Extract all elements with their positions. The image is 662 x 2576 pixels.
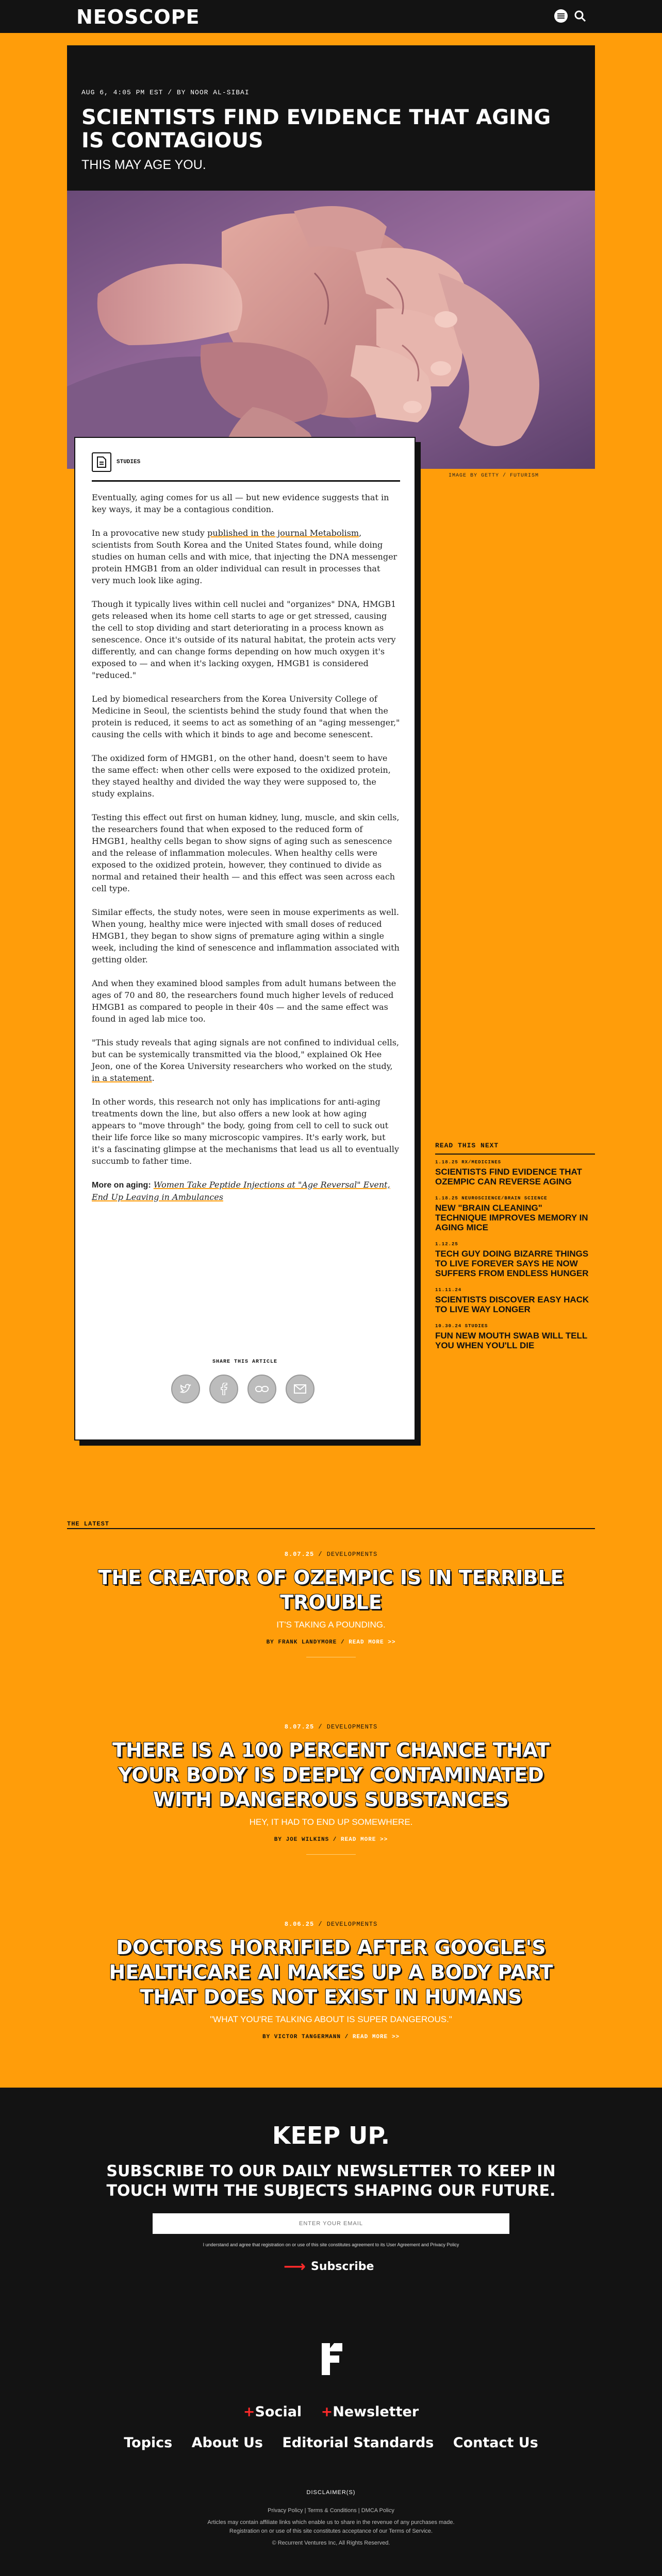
paragraph: The oxidized form of HMGB1, on the other hand, doesn't seem to have the same effect: when other cells were exposed to the oxidized protein, they stayed healthy and divided the way they were supposed to, the study explains. [92,753,391,799]
read-next-heading: READ THIS NEXT [435,1142,499,1149]
paragraph [92,1037,400,1084]
latest-heading: THE LATEST [67,1520,110,1528]
item-subtitle: "WHAT YOU'RE TALKING ABOUT IS SUPER DANGEROUS." [210,2014,452,2024]
item-date: 10.30.24 [435,1324,462,1329]
footer-fine-print [0,2488,662,2548]
paragraph: Similar effects, the study notes, were seen in mouse experiments as well. When young, healthy mice were injected with small doses of reduced HMGB1, they began to show signs of premature aging within a single week, including the kind of senescence and inflammation associated with getting older. [92,907,400,964]
article-card [74,437,416,1440]
terms-note: Registration on or use of this site constitutes acceptance of our Terms of Service. [229,2528,433,2534]
item-date: 1.18.25 [435,1160,458,1165]
article-hero [67,45,595,469]
paragraph: Eventually, aging comes for us all — but new evidence suggests that in key ways, it may be a contagious condition. [92,493,389,514]
more-label: More on aging: [92,1181,151,1190]
item-title[interactable]: TECH GUY DOING BIZARRE THINGS TO LIVE FOREVER SAYS HE NOW SUFFERS FROM ENDLESS HUNGER [435,1249,589,1278]
share-label: SHARE THIS ARTICLE [212,1359,278,1365]
arrow-right-icon: ⟶ [284,2258,306,2276]
document-icon [92,452,111,472]
newsletter-link[interactable] [321,2404,419,2420]
footer [0,2088,662,2576]
item-author[interactable]: BY JOE WILKINS [274,1837,329,1843]
read-next-item[interactable] [435,1287,595,1314]
divider [92,480,400,482]
read-more-link[interactable]: READ MORE >> [341,1837,388,1843]
search-icon[interactable] [574,10,586,22]
category-tag[interactable] [92,452,140,472]
email-icon[interactable] [286,1375,315,1403]
newsletter-terms: I understand and agree that registration on or use of this site constitutes agreement to its User Agreement and Privacy Policy [203,2242,459,2247]
item-title[interactable]: NEW "BRAIN CLEANING" TECHNIQUE IMPROVES MEMORY IN AGING MICE [435,1203,588,1232]
item-date: 8.07.25 [284,1551,315,1558]
read-next-item[interactable] [435,1196,595,1232]
item-date: 8.07.25 [284,1723,315,1731]
item-title[interactable]: SCIENTISTS FIND EVIDENCE THAT OZEMPIC CAN REVERSE AGING [435,1167,582,1187]
item-subtitle: HEY, IT HAD TO END UP SOMEWHERE. [249,1817,413,1827]
article-body [92,492,400,1215]
item-tag[interactable]: DEVELOPMENTS [326,1723,378,1731]
subscribe-label: Subscribe [311,2260,374,2273]
hero-image [67,191,595,469]
email-input[interactable] [153,2213,509,2234]
affiliate-note: Articles may contain affiliate links which enable us to share in the revenue of any purchases made. [207,2519,455,2526]
subscribe-button[interactable] [284,2258,374,2276]
plus-icon: + [243,2404,255,2420]
more-link[interactable]: Women Take Peptide Injections at "Age Reversal" Event, End Up Leaving in Ambulances [92,1180,390,1202]
link-icon[interactable] [247,1375,276,1403]
read-more-link[interactable]: READ MORE >> [349,1639,396,1646]
top-bar [0,0,662,33]
item-title[interactable]: FUN NEW MOUTH SWAB WILL TELL YOU WHEN YOU'LL DIE [435,1331,587,1350]
site-logo[interactable]: NEOSCOPE [76,6,200,28]
category-label: STUDIES [117,459,141,465]
read-next-item[interactable] [435,1242,595,1278]
item-date: 8.06.25 [284,1921,315,1928]
read-next-item[interactable] [435,1160,595,1187]
footer-nav [0,2435,662,2451]
statement-link[interactable]: in a statement [92,1073,152,1083]
divider [306,1854,356,1855]
item-tag[interactable]: DEVELOPMENTS [326,1921,378,1928]
footer-nav-topics[interactable]: Topics [124,2435,173,2451]
header-icons [554,9,586,23]
divider [435,1154,595,1155]
image-credit: IMAGE BY GETTY / FUTURISM [449,473,539,479]
item-author[interactable]: BY FRANK LANDYMORE [266,1639,337,1646]
item-tag[interactable]: RX/MEDICINES [461,1160,502,1165]
newsletter-heading: KEEP UP. [272,2122,390,2149]
paragraph: And when they examined blood samples from adult humans between the ages of 70 and 80, the researchers found much higher levels of reduced HMGB1 as compared to people in their 40s — and the same effect was found in aged lab mice too. [92,978,396,1024]
footer-nav-editorial[interactable]: Editorial Standards [282,2435,434,2451]
paragraph: Testing this effect out first on human kidney, lung, muscle, and skin cells, the researchers found that when exposed to the reduced form of HMGB1, healthy cells began to show signs of aging such as senescence and the release of inflammation molecules. When healthy cells were exposed to the oxidized protein, however, they continued to divide as normal and retained their health — and this effect was seen across each cell type. [92,812,400,893]
footer-links [0,2404,662,2420]
newsletter-subheading: SUBSCRIBE TO OUR DAILY NEWSLETTER TO KEEP IN TOUCH WITH THE SUBJECTS SHAPING OUR FUTURE. [106,2162,556,2200]
facebook-icon[interactable] [209,1375,238,1403]
social-label: Social [255,2404,302,2420]
footer-nav-about[interactable]: About Us [191,2435,263,2451]
journal-link[interactable]: published in the journal Metabolism [207,528,359,538]
text-span: In a provocative new study [92,528,208,538]
item-date: 1.18.25 [435,1196,458,1201]
read-next-item[interactable] [435,1324,595,1350]
item-tag[interactable]: STUDIES [465,1324,488,1329]
share-buttons [171,1375,324,1403]
newsletter-label: Newsletter [333,2404,419,2420]
item-tag[interactable]: NEUROSCIENCE/BRAIN SCIENCE [461,1196,548,1201]
menu-icon[interactable] [554,9,568,23]
disclaimer-link[interactable]: DISCLAIMER(S) [306,2489,356,2496]
read-more-link[interactable]: READ MORE >> [352,2034,400,2040]
read-next [435,1142,595,1360]
article-title: SCIENTISTS FIND EVIDENCE THAT AGING IS CONTAGIOUS [81,106,551,152]
footer-nav-contact[interactable]: Contact Us [453,2435,538,2451]
more-on-aging [92,1179,400,1203]
divider [67,1528,595,1529]
paragraph: Led by biomedical researchers from the Korea University College of Medicine in Seoul, the scientists behind the study found that when the protein is reduced, it seems to act as something of an "aging messenger," causing the cells with which it binds to age and become senescent. [92,694,400,739]
social-link[interactable] [243,2404,302,2420]
item-subtitle: IT'S TAKING A POUNDING. [276,1620,386,1630]
paragraph: Though it typically lives within cell nuclei and "organizes" DNA, HMGB1 gets released when its home cell starts to age or get stressed, causing the cell to stop dividing and start deteriorating in a process known as senescence. Once it's outside of its natural habitat, the protein acts very differently, and can change forms depending on how much oxygen it's exposed to — and when it's lacking oxygen, HMGB1 is considered "reduced." [92,599,396,680]
item-title[interactable]: SCIENTISTS DISCOVER EASY HACK TO LIVE WAY LONGER [435,1295,589,1314]
paragraph [92,527,400,586]
item-tag[interactable]: DEVELOPMENTS [326,1551,378,1558]
item-date: 1.12.25 [435,1242,458,1247]
policy-links[interactable]: Privacy Policy | Terms & Conditions | DMCA Policy [268,2507,394,2514]
paragraph: In other words, this research not only has implications for anti-aging treatments down the line, but also offers a new look at how aging appears to "move through" the body, going from cell to cell to suck out their life force like so many microscopic vampires. It's early work, but it's a fascinating glimpse at the mechanisms that lead us all to eventually succumb to father time. [92,1097,399,1166]
article-subtitle: THIS MAY AGE YOU. [81,158,206,172]
item-title[interactable]: THERE IS A 100 PERCENT CHANCE THAT YOUR BODY IS DEEPLY CONTAMINATED WITH DANGEROUS SUBSTANCES [112,1739,550,1811]
item-author[interactable]: BY VICTOR TANGERMANN [262,2034,341,2040]
item-title[interactable]: THE CREATOR OF OZEMPIC IS IN TERRIBLE TROUBLE [98,1566,564,1614]
futurism-logo-icon[interactable] [319,2343,343,2378]
item-title[interactable]: DOCTORS HORRIFIED AFTER GOOGLE'S HEALTHCARE AI MAKES UP A BODY PART THAT DOES NOT EXIST IN HUMANS [109,1936,553,2008]
copyright: © Recurrent Ventures Inc, All Rights Reserved. [272,2540,390,2546]
text-span: , scientists from South Korea and the United States found, while doing studies on human cells and with mice, that injecting the DNA messenger protein HMGB1 from an older individual can result in processes that very much look like aging. [92,528,398,585]
latest-item: 8.07.25 / DEVELOPMENTS THERE IS A 100 PERCENT CHANCE THAT YOUR BODY IS DEEPLY CONTAMINATED WITH DANGEROUS SUBSTANCES HEY, IT HAD TO END UP SOMEWHERE. BY JOE WILKINS / READ MORE >> [98,1723,564,1855]
text-span: . [152,1073,155,1083]
plus-icon: + [321,2404,333,2420]
article-meta: AUG 6, 4:05 PM EST / BY NOOR AL-SIBAI [81,89,250,96]
twitter-icon[interactable] [171,1375,200,1403]
latest-item: 8.07.25 / DEVELOPMENTS THE CREATOR OF OZEMPIC IS IN TERRIBLE TROUBLE IT'S TAKING A POUNDING. BY FRANK LANDYMORE / READ MORE >> [98,1551,564,1657]
text-span: "This study reveals that aging signals are not confined to individual cells, but can be systemically transmitted via the blood," explained Ok Hee Jeon, one of the Korea University researchers who worked on the study, [92,1038,399,1071]
latest-item: 8.06.25 / DEVELOPMENTS DOCTORS HORRIFIED AFTER GOOGLE'S HEALTHCARE AI MAKES UP A BODY PART THAT DOES NOT EXIST IN HUMANS "WHAT YOU'RE TALKING ABOUT IS SUPER DANGEROUS." BY VICTOR TANGERMANN / READ MORE >> [98,1921,564,2040]
item-date: 11.11.24 [435,1287,462,1293]
